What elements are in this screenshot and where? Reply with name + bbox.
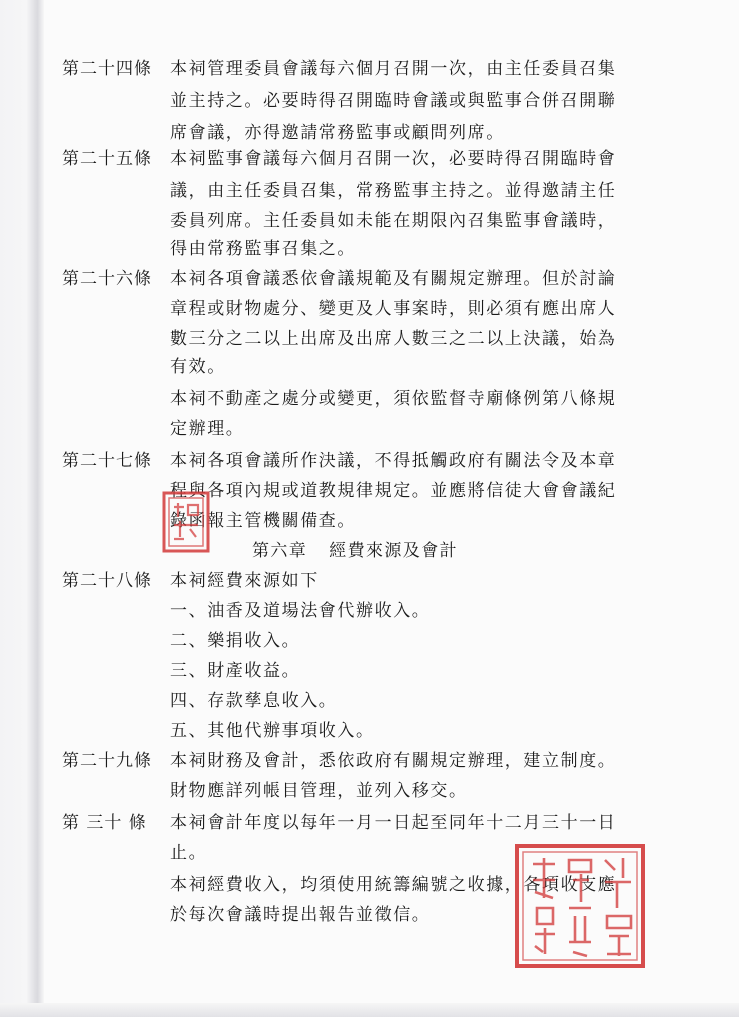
article-29-line-1: 本祠財務及會計，悉依政府有關規定辦理，建立制度。 — [170, 751, 617, 771]
article-26-line-6: 定辦理。 — [170, 419, 245, 439]
article-25-label: 第二十五條 — [62, 149, 152, 169]
article-27-line-3: 錄函報主管機關備查。 — [170, 511, 356, 531]
article-26-line-5: 本祠不動產之處分或變更，須依監督寺廟條例第八條規 — [170, 389, 617, 409]
article-26-line-2: 章程或財物處分、變更及人事案時，則必須有應出席人 — [170, 299, 617, 319]
article-25-line-3: 委員列席。主任委員如未能在期限內召集監事會議時， — [170, 211, 617, 231]
chapter-6-heading — [252, 540, 458, 562]
article-30-line-2: 止。 — [170, 843, 208, 863]
article-26-line-3: 數三分之二以上出席及出席人數三之二以上決議，始為 — [170, 329, 617, 349]
red-seal-small — [158, 485, 214, 557]
chapter-6-number: 第六章 — [252, 541, 308, 561]
article-25-line-1: 本祠監事會議每六個月召開一次，必要時得召開臨時會 — [170, 149, 617, 169]
article-28-item-2: 二、樂捐收入。 — [170, 631, 301, 651]
article-28-item-4: 四、存款孳息收入。 — [170, 691, 338, 711]
article-28-item-3: 三、財產收益。 — [170, 661, 301, 681]
page-binding-edge — [0, 0, 44, 1017]
red-seal-large — [513, 842, 647, 970]
article-28-item-5: 五、其他代辦事項收入。 — [170, 721, 375, 741]
article-27-line-1: 本祠各項會議所作決議，不得抵觸政府有關法令及本章 — [170, 451, 617, 471]
article-29-line-2: 財物應詳列帳目管理，並列入移交。 — [170, 781, 468, 801]
article-29-label: 第二十九條 — [62, 751, 152, 771]
article-25-line-4: 得由常務監事召集之。 — [170, 239, 356, 259]
article-24-line-1: 本祠管理委員會議每六個月召開一次，由主任委員召集 — [170, 59, 617, 79]
page-bottom-edge — [0, 1003, 739, 1017]
article-30-line-3: 本祠經費收入，均須使用統籌編號之收據，各項收支應 — [170, 875, 617, 895]
article-30-label: 第 三十 條 — [62, 813, 147, 833]
article-25-line-2: 議，由主任委員召集，常務監事主持之。並得邀請主任 — [170, 181, 617, 201]
article-24-line-3: 席會議，亦得邀請常務監事或顧問列席。 — [170, 123, 505, 143]
article-27-label: 第二十七條 — [62, 451, 152, 471]
article-27-line-2: 程與各項內規或道教規律規定。並應將信徒大會會議紀 — [170, 481, 617, 501]
article-28-line-1: 本祠經費來源如下 — [170, 571, 319, 591]
article-26-line-1: 本祠各項會議悉依會議規範及有關規定辦理。但於討論 — [170, 269, 617, 289]
chapter-6-title: 經費來源及會計 — [329, 541, 459, 561]
article-28-item-1: 一、油香及道場法會代辦收入。 — [170, 601, 431, 621]
article-28-label: 第二十八條 — [62, 571, 152, 591]
article-24-label: 第二十四條 — [62, 59, 152, 79]
article-26-line-4: 有效。 — [170, 357, 226, 377]
article-26-label: 第二十六條 — [62, 269, 152, 289]
article-24-line-2: 並主持之。必要時得召開臨時會議或與監事合併召開聯 — [170, 91, 617, 111]
article-30-line-1: 本祠會計年度以每年一月一日起至同年十二月三十一日 — [170, 813, 617, 833]
article-30-line-4: 於每次會議時提出報告並徵信。 — [170, 905, 431, 925]
